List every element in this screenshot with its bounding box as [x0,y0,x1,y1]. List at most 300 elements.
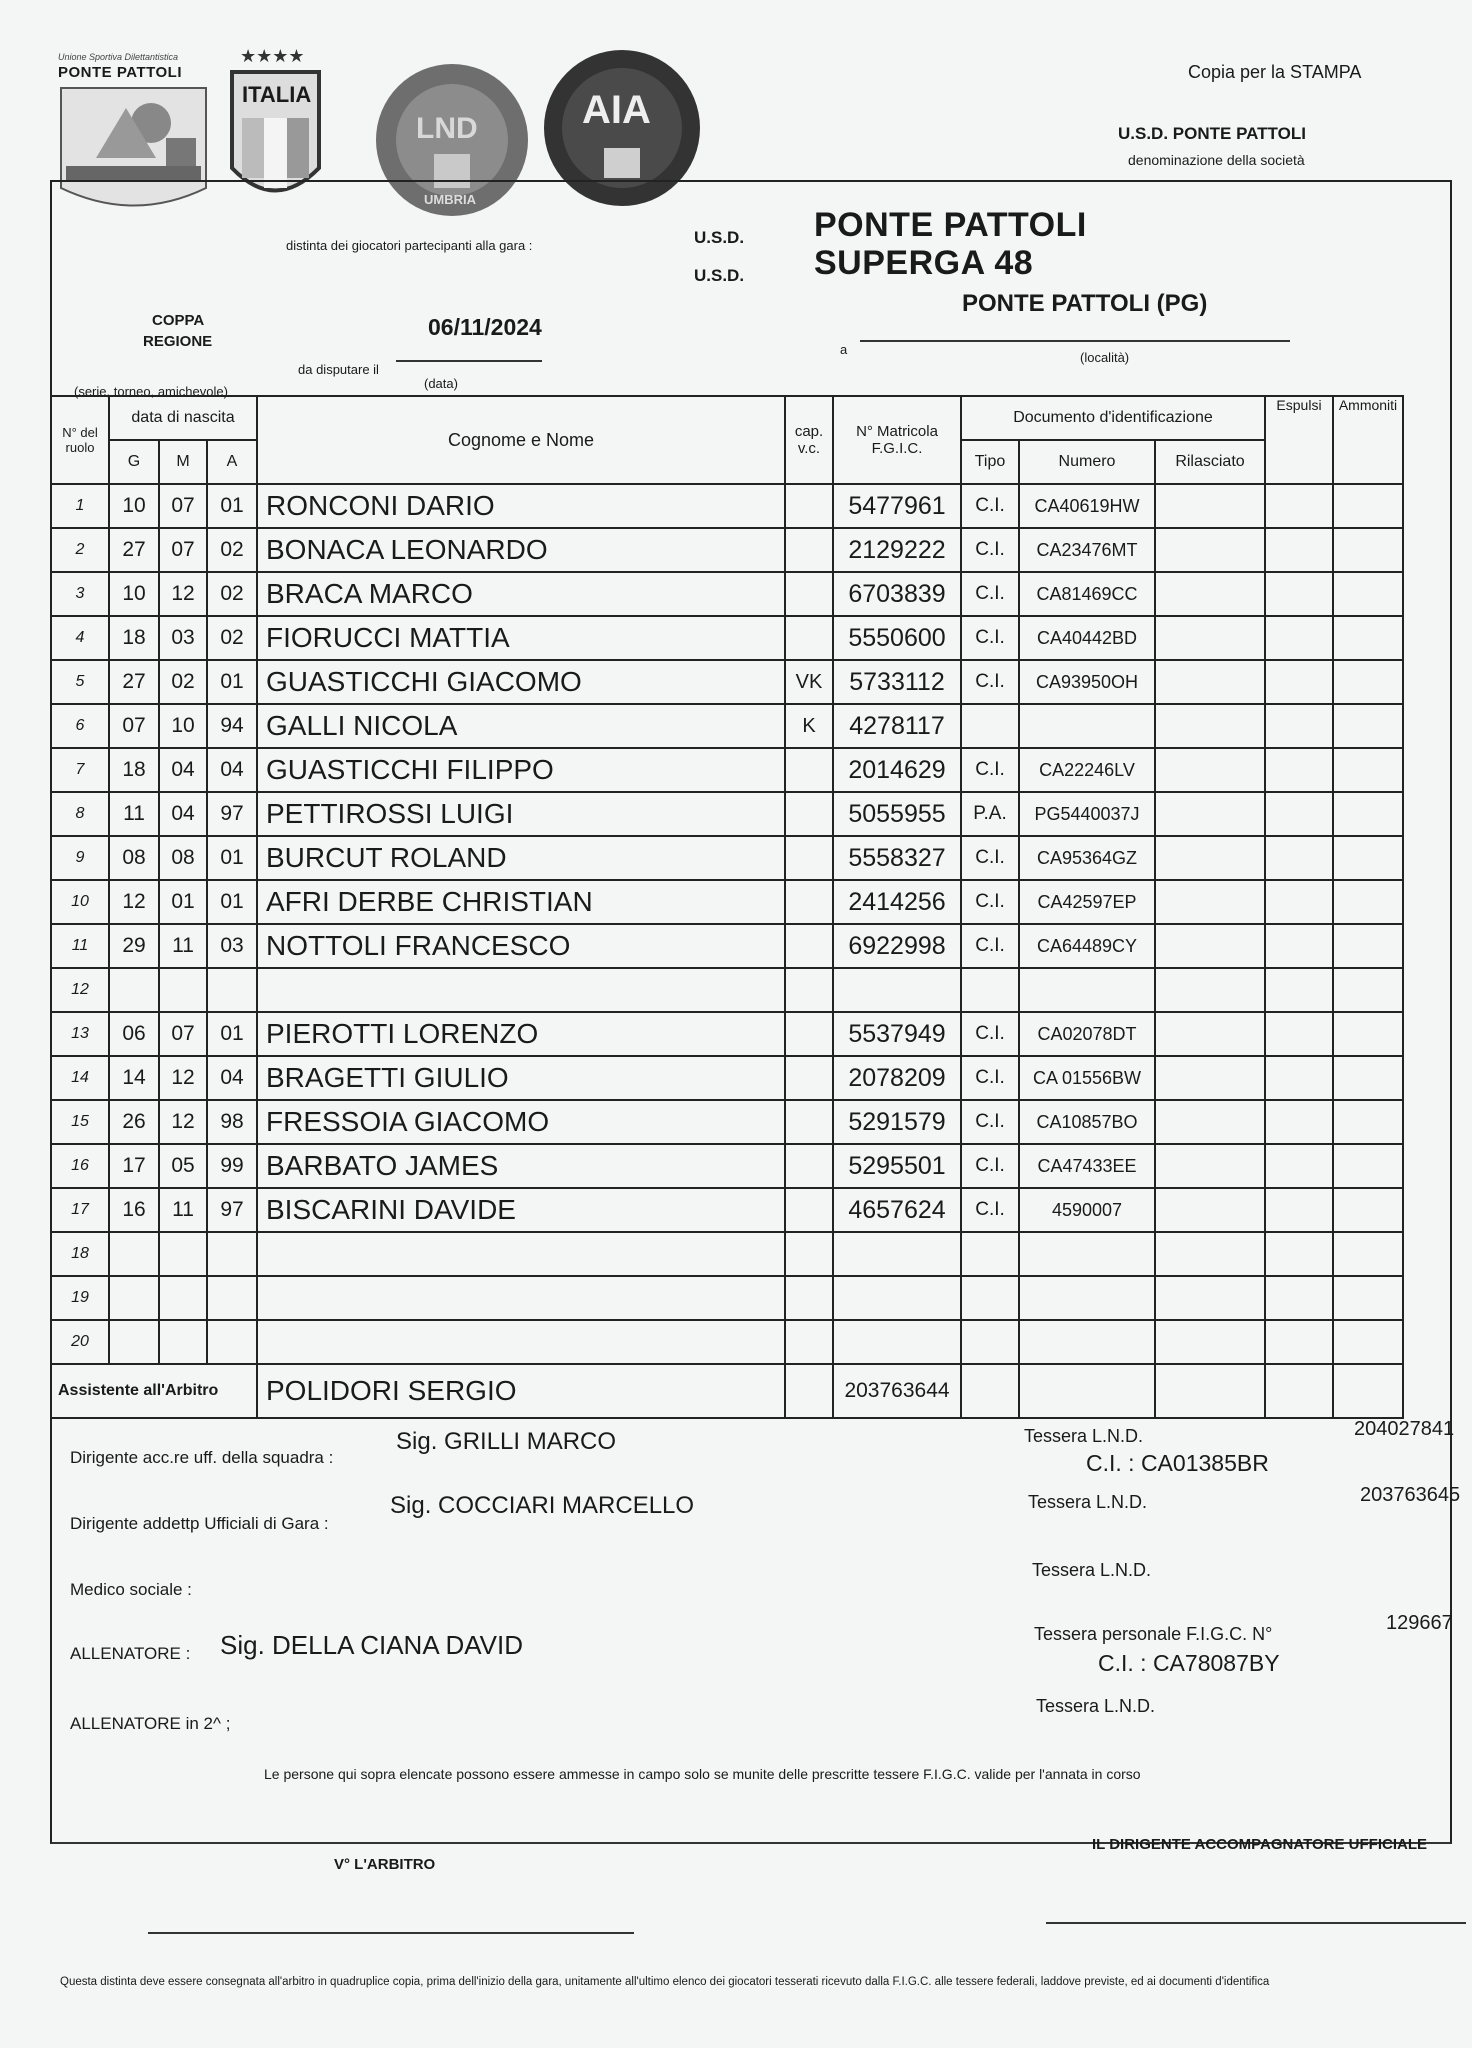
player-name: RONCONI DARIO [257,484,785,528]
ammoniti [1333,1276,1403,1320]
doc-number [1019,1232,1155,1276]
birth-month: 10 [159,704,207,748]
matricola: 2014629 [833,748,961,792]
ammoniti [1333,748,1403,792]
captain-mark [785,1100,833,1144]
birth-year: 02 [207,572,257,616]
birth-day: 27 [109,528,159,572]
assistant-name: POLIDORI SERGIO [257,1364,785,1418]
captain-mark [785,572,833,616]
birth-day [109,1232,159,1276]
allenatore-label: ALLENATORE : [70,1644,191,1663]
doc-number: CA42597EP [1019,880,1155,924]
header-documento: Documento d'identificazione [961,396,1265,440]
ammoniti [1333,528,1403,572]
row-number: 8 [51,792,109,836]
row-number: 12 [51,968,109,1012]
medico-label: Medico sociale : [70,1580,192,1599]
row-number: 6 [51,704,109,748]
table-row [51,484,1403,528]
player-name: FRESSOIA GIACOMO [257,1100,785,1144]
captain-mark [785,880,833,924]
row-number: 17 [51,1188,109,1232]
captain-mark [785,484,833,528]
captain-mark [785,528,833,572]
table-row [51,748,1403,792]
rilasciato [1155,616,1265,660]
matricola [833,1320,961,1364]
dirigente-name: Sig. GRILLI MARCO [396,1428,617,1455]
doc-number: CA47433EE [1019,1144,1155,1188]
rilasciato [1155,880,1265,924]
header-name: Cognome e Nome [257,396,785,484]
doc-type: P.A. [961,792,1019,836]
row-number: 7 [51,748,109,792]
tessera5-label: Tessera L.N.D. [1036,1696,1156,1716]
ammoniti [1333,660,1403,704]
espulsi [1265,792,1333,836]
players-table [50,395,1404,1419]
player-name: PIEROTTI LORENZO [257,1012,785,1056]
table-row [51,572,1403,616]
birth-month: 05 [159,1144,207,1188]
doc-number: CA81469CC [1019,572,1155,616]
captain-mark: K [785,704,833,748]
rilasciato [1155,1320,1265,1364]
captain-mark [785,616,833,660]
rilasciato [1155,1100,1265,1144]
birth-year: 97 [207,1188,257,1232]
birth-year: 01 [207,484,257,528]
birth-day: 18 [109,616,159,660]
competition-caption: (serie, torneo, amichevole) [74,384,228,399]
player-name: BISCARINI DAVIDE [257,1188,785,1232]
header-rilasciato: Rilasciato [1155,440,1265,484]
matricola [833,968,961,1012]
player-name [257,1232,785,1276]
birth-day: 07 [109,704,159,748]
competition-line2: REGIONE [143,333,213,350]
tessera1-label: Tessera L.N.D. [1024,1426,1144,1446]
matricola [833,1232,961,1276]
header-cap: cap. v.c. [785,396,833,484]
rilasciato [1155,748,1265,792]
matricola: 2129222 [833,528,961,572]
birth-month: 07 [159,484,207,528]
club-logo-caption: Unione Sportiva Dilettantistica [58,52,179,62]
matricola: 2078209 [833,1056,961,1100]
birth-day: 26 [109,1100,159,1144]
player-name: GALLI NICOLA [257,704,785,748]
tessera2-number: 203763645 [1360,1484,1461,1506]
allenatore2-label: ALLENATORE in 2^ ; [70,1714,231,1733]
row-number: 5 [51,660,109,704]
doc-type: C.I. [961,528,1019,572]
row-number: 10 [51,880,109,924]
birth-year: 01 [207,660,257,704]
row-number: 14 [51,1056,109,1100]
table-row [51,836,1403,880]
location-prefix: a [840,342,848,357]
captain-mark [785,924,833,968]
rilasciato [1155,836,1265,880]
espulsi [1265,528,1333,572]
birth-year: 03 [207,924,257,968]
dirigente-label: Dirigente acc.re uff. della squadra : [70,1448,334,1467]
birth-day [109,968,159,1012]
table-row [51,1144,1403,1188]
doc-number: PG5440037J [1019,792,1155,836]
header-ruolo: N° del ruolo [51,396,109,484]
player-name: FIORUCCI MATTIA [257,616,785,660]
doc-number: CA10857BO [1019,1100,1155,1144]
table-row [51,968,1403,1012]
birth-month: 12 [159,1056,207,1100]
assistant-label: Assistente all'Arbitro [51,1364,257,1418]
doc-type: C.I. [961,748,1019,792]
birth-year: 02 [207,528,257,572]
matricola: 5055955 [833,792,961,836]
espulsi [1265,484,1333,528]
matricola: 5537949 [833,1012,961,1056]
espulsi [1265,748,1333,792]
birth-month [159,1320,207,1364]
ammoniti [1333,1320,1403,1364]
doc-type: C.I. [961,484,1019,528]
captain-mark [785,968,833,1012]
matricola: 4278117 [833,704,961,748]
birth-year: 99 [207,1144,257,1188]
table-row [51,1276,1403,1320]
player-name: BONACA LEONARDO [257,528,785,572]
rilasciato [1155,660,1265,704]
row-number: 13 [51,1012,109,1056]
ammoniti [1333,1056,1403,1100]
table-row [51,792,1403,836]
table-row [51,924,1403,968]
captain-mark [785,792,833,836]
row-number: 16 [51,1144,109,1188]
captain-mark [785,1056,833,1100]
doc-number [1019,1276,1155,1320]
birth-month: 02 [159,660,207,704]
rilasciato [1155,1232,1265,1276]
espulsi [1265,968,1333,1012]
birth-month [159,1276,207,1320]
birth-month: 04 [159,748,207,792]
arbitro-signature-label: V° L'ARBITRO [334,1856,436,1873]
birth-year: 98 [207,1100,257,1144]
birth-day: 17 [109,1144,159,1188]
competition: COPPA [152,312,205,329]
ammoniti [1333,924,1403,968]
match-location: PONTE PATTOLI (PG) [962,290,1208,317]
addetto-label: Dirigente addettp Ufficiali di Gara : [70,1514,329,1533]
birth-month: 01 [159,880,207,924]
addetto-name: Sig. COCCIARI MARCELLO [390,1492,695,1519]
doc-number: CA23476MT [1019,528,1155,572]
birth-year: 04 [207,748,257,792]
espulsi [1265,1232,1333,1276]
birth-day: 14 [109,1056,159,1100]
player-name: BRAGETTI GIULIO [257,1056,785,1100]
ammoniti [1333,1100,1403,1144]
date-label: da disputare il [298,362,379,377]
ammoniti [1333,880,1403,924]
header-ammoniti: Ammoniti [1333,396,1403,484]
birth-day [109,1320,159,1364]
birth-day: 29 [109,924,159,968]
espulsi [1265,836,1333,880]
allenatore-name: Sig. DELLA CIANA DAVID [220,1630,523,1660]
rilasciato [1155,704,1265,748]
header-nascita: data di nascita [109,396,257,440]
ammoniti [1333,1012,1403,1056]
tessera1-ci: C.I. : CA01385BR [1086,1450,1269,1476]
espulsi [1265,1056,1333,1100]
espulsi [1265,1320,1333,1364]
ammoniti [1333,836,1403,880]
ammoniti [1333,1144,1403,1188]
table-row [51,1012,1403,1056]
birth-month: 11 [159,1188,207,1232]
club-logo-name: PONTE PATTOLI [58,64,183,81]
away-prefix: U.S.D. [694,266,745,285]
birth-year: 02 [207,616,257,660]
matricola: 4657624 [833,1188,961,1232]
birth-year: 01 [207,1012,257,1056]
captain-mark [785,1144,833,1188]
matricola: 5291579 [833,1100,961,1144]
rilasciato [1155,1276,1265,1320]
svg-text:★★★★: ★★★★ [240,48,305,66]
birth-year [207,1232,257,1276]
doc-type: C.I. [961,1100,1019,1144]
espulsi [1265,924,1333,968]
footer-note: Le persone qui sopra elencate possono essere ammesse in campo solo se munite delle prescritte tessere F.I.G.C. valide per l'annata in corso [264,1766,1141,1782]
birth-day: 10 [109,572,159,616]
birth-year [207,968,257,1012]
doc-type: C.I. [961,572,1019,616]
captain-mark: VK [785,660,833,704]
ammoniti [1333,616,1403,660]
birth-month: 04 [159,792,207,836]
row-number: 15 [51,1100,109,1144]
header-numero: Numero [1019,440,1155,484]
doc-number: 4590007 [1019,1188,1155,1232]
dirigente-signature-label: IL DIRIGENTE ACCOMPAGNATORE UFFICIALE [1092,1836,1428,1853]
header-tipo: Tipo [961,440,1019,484]
row-number: 19 [51,1276,109,1320]
doc-type [961,1320,1019,1364]
matricola: 5733112 [833,660,961,704]
birth-year: 94 [207,704,257,748]
player-name: BARBATO JAMES [257,1144,785,1188]
tessera3-label: Tessera L.N.D. [1032,1560,1152,1580]
doc-number: CA93950OH [1019,660,1155,704]
espulsi [1265,1100,1333,1144]
player-name: NOTTOLI FRANCESCO [257,924,785,968]
captain-mark [785,748,833,792]
doc-type [961,1232,1019,1276]
birth-day: 08 [109,836,159,880]
rilasciato [1155,1144,1265,1188]
player-name [257,1276,785,1320]
doc-type: C.I. [961,660,1019,704]
table-row [51,1320,1403,1364]
rilasciato [1155,792,1265,836]
doc-type: C.I. [961,1188,1019,1232]
doc-number [1019,968,1155,1012]
row-number: 11 [51,924,109,968]
rilasciato [1155,484,1265,528]
birth-day [109,1276,159,1320]
header-espulsi: Espulsi [1265,396,1333,484]
player-name: GUASTICCHI GIACOMO [257,660,785,704]
home-prefix: U.S.D. [694,228,745,247]
doc-type [961,704,1019,748]
location-caption: (località) [1080,350,1130,365]
espulsi [1265,1276,1333,1320]
captain-mark [785,1320,833,1364]
rilasciato [1155,1188,1265,1232]
figc-logo-text: ITALIA [242,82,312,107]
match-date: 06/11/2024 [428,314,542,340]
doc-type: C.I. [961,880,1019,924]
rilasciato [1155,924,1265,968]
matricola: 2414256 [833,880,961,924]
birth-day: 18 [109,748,159,792]
birth-month [159,1232,207,1276]
doc-type: C.I. [961,1056,1019,1100]
rilasciato [1155,1012,1265,1056]
birth-day: 16 [109,1188,159,1232]
birth-month: 12 [159,1100,207,1144]
ammoniti [1333,968,1403,1012]
birth-year [207,1320,257,1364]
row-number: 18 [51,1232,109,1276]
doc-number: CA 01556BW [1019,1056,1155,1100]
doc-type: C.I. [961,836,1019,880]
player-name: BURCUT ROLAND [257,836,785,880]
table-row [51,880,1403,924]
espulsi [1265,1012,1333,1056]
matricola: 5558327 [833,836,961,880]
espulsi [1265,704,1333,748]
matricola: 5550600 [833,616,961,660]
society-name: U.S.D. PONTE PATTOLI [1118,124,1306,143]
lnd-logo-text: LND [416,112,478,145]
espulsi [1265,880,1333,924]
tessera1-number: 204027841 [1354,1418,1455,1440]
birth-day: 27 [109,660,159,704]
row-number: 2 [51,528,109,572]
table-row [51,660,1403,704]
row-number: 3 [51,572,109,616]
society-caption: denominazione della società [1128,152,1305,168]
doc-type [961,1276,1019,1320]
espulsi [1265,1144,1333,1188]
matricola: 6922998 [833,924,961,968]
captain-mark [785,1188,833,1232]
birth-day: 12 [109,880,159,924]
doc-type: C.I. [961,1012,1019,1056]
ammoniti [1333,1188,1403,1232]
birth-month: 07 [159,1012,207,1056]
player-name [257,968,785,1012]
birth-day: 11 [109,792,159,836]
away-team: SUPERGA 48 [814,244,1034,282]
birth-month: 11 [159,924,207,968]
captain-mark [785,1012,833,1056]
rilasciato [1155,528,1265,572]
captain-mark [785,836,833,880]
rilasciato [1155,1056,1265,1100]
tessera2-label: Tessera L.N.D. [1028,1492,1148,1512]
espulsi [1265,572,1333,616]
doc-number: CA40619HW [1019,484,1155,528]
birth-year: 01 [207,880,257,924]
espulsi [1265,616,1333,660]
player-name: AFRI DERBE CHRISTIAN [257,880,785,924]
doc-number: CA02078DT [1019,1012,1155,1056]
birth-month: 08 [159,836,207,880]
table-row [51,1100,1403,1144]
ammoniti [1333,484,1403,528]
doc-number: CA40442BD [1019,616,1155,660]
doc-number [1019,704,1155,748]
doc-number [1019,1320,1155,1364]
row-number: 1 [51,484,109,528]
birth-year: 97 [207,792,257,836]
home-team: PONTE PATTOLI [814,206,1087,244]
header-g: G [109,440,159,484]
espulsi [1265,660,1333,704]
player-name: GUASTICCHI FILIPPO [257,748,785,792]
birth-month: 12 [159,572,207,616]
birth-month: 03 [159,616,207,660]
birth-day: 06 [109,1012,159,1056]
tessera4-number: 129667 [1386,1612,1453,1634]
copy-label: Copia per la STAMPA [1188,62,1362,82]
assistant-matricola: 203763644 [833,1364,961,1418]
tessera4-label: Tessera personale F.I.G.C. N° [1034,1624,1273,1644]
doc-type: C.I. [961,616,1019,660]
date-caption: (data) [424,376,458,391]
doc-type: C.I. [961,1144,1019,1188]
ammoniti [1333,572,1403,616]
doc-type [961,968,1019,1012]
birth-year: 01 [207,836,257,880]
ammoniti [1333,1232,1403,1276]
row-number: 9 [51,836,109,880]
matricola [833,1276,961,1320]
rilasciato [1155,968,1265,1012]
matricola: 5477961 [833,484,961,528]
doc-number: CA22246LV [1019,748,1155,792]
table-row [51,1232,1403,1276]
lnd-umbria-text: UMBRIA [424,192,476,207]
player-name: BRACA MARCO [257,572,785,616]
tessera4-ci: C.I. : CA78087BY [1098,1650,1280,1676]
table-row [51,1188,1403,1232]
doc-number: CA64489CY [1019,924,1155,968]
row-number: 20 [51,1320,109,1364]
captain-mark [785,1276,833,1320]
doc-type: C.I. [961,924,1019,968]
ammoniti [1333,704,1403,748]
distinta-label: distinta dei giocatori partecipanti alla gara : [286,238,533,253]
